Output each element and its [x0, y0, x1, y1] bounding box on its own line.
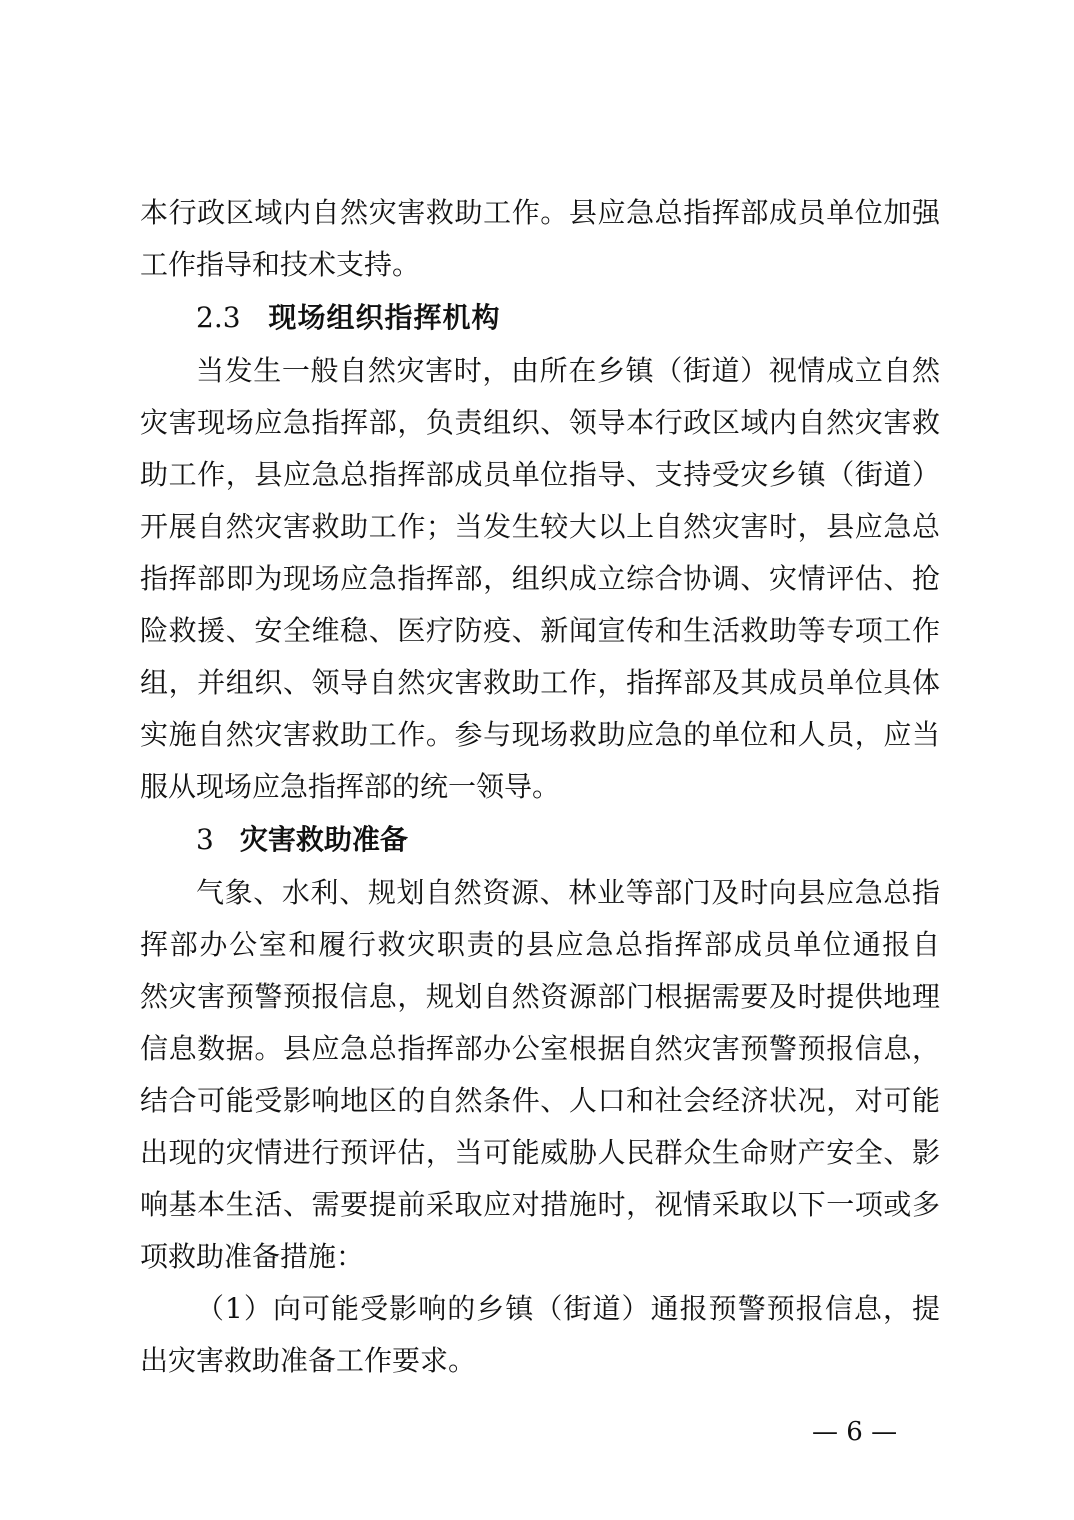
- body-line: 险救援、安全维稳、医疗防疫、新闻宣传和生活救助等专项工作: [140, 614, 940, 647]
- body-line: 气象、水利、规划自然资源、林业等部门及时向县应急总指: [196, 876, 940, 909]
- document-body: [140, 187, 940, 1387]
- section-title: 灾害救助准备: [239, 823, 408, 856]
- body-line: 结合可能受影响地区的自然条件、人口和社会经济状况，对可能: [140, 1084, 940, 1117]
- list-item-line: （1）向可能受影响的乡镇（街道）通报预警预报信息，提: [196, 1292, 940, 1325]
- list-item-line: 出灾害救助准备工作要求。: [140, 1344, 477, 1377]
- body-line: 指挥部即为现场应急指挥部，组织成立综合协调、灾情评估、抢: [140, 562, 940, 595]
- body-line: 组，并组织、领导自然灾害救助工作，指挥部及其成员单位具体: [140, 666, 940, 699]
- body-line: 信息数据。县应急总指挥部办公室根据自然灾害预警预报信息，: [140, 1032, 940, 1065]
- body-line: 挥部办公室和履行救灾职责的县应急总指挥部成员单位通报自: [140, 928, 940, 961]
- body-line: 然灾害预警预报信息，规划自然资源部门根据需要及时提供地理: [140, 980, 940, 1013]
- body-line: 本行政区域内自然灾害救助工作。县应急总指挥部成员单位加强: [140, 196, 940, 229]
- body-line: 助工作，县应急总指挥部成员单位指导、支持受灾乡镇（街道）: [140, 458, 940, 491]
- body-line: 实施自然灾害救助工作。参与现场救助应急的单位和人员，应当: [140, 718, 940, 751]
- page-number: — 6 —: [812, 1417, 898, 1447]
- body-line: 工作指导和技术支持。: [140, 248, 421, 281]
- body-line: 当发生一般自然灾害时，由所在乡镇（街道）视情成立自然: [196, 354, 940, 387]
- section-title: 现场组织指挥机构: [268, 301, 501, 334]
- body-line: 项救助准备措施：: [140, 1240, 365, 1273]
- section-number: 2.3: [196, 301, 241, 334]
- body-line: 开展自然灾害救助工作；当发生较大以上自然灾害时，县应急总: [140, 510, 940, 543]
- section-number: 3: [196, 823, 214, 856]
- body-line: 出现的灾情进行预评估，当可能威胁人民群众生命财产安全、影: [140, 1136, 940, 1169]
- section-heading-3: [140, 813, 940, 867]
- body-line: 响基本生活、需要提前采取应对措施时，视情采取以下一项或多: [140, 1188, 940, 1221]
- section-heading-2-3: [140, 291, 940, 345]
- body-line: 灾害现场应急指挥部，负责组织、领导本行政区域内自然灾害救: [140, 406, 940, 439]
- body-line: 服从现场应急指挥部的统一领导。: [140, 770, 561, 803]
